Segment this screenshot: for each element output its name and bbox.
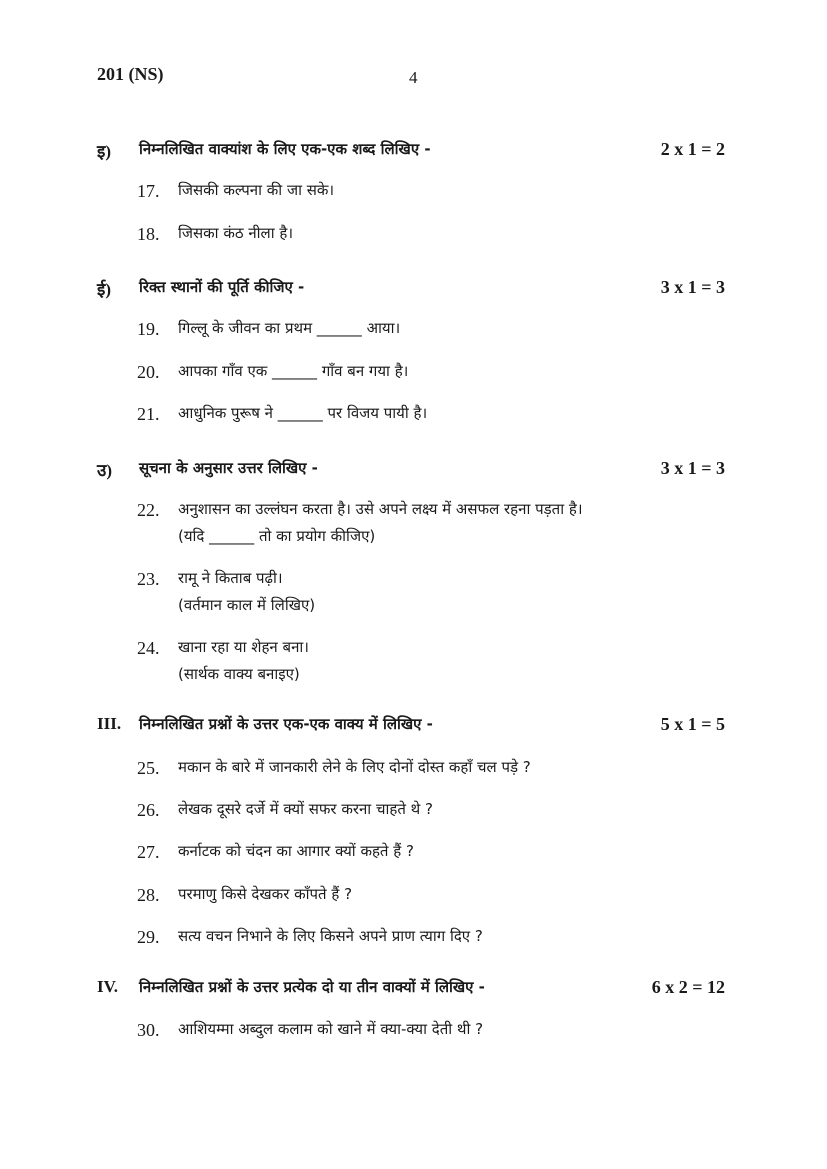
section-marks: 2 x 1 = 2 — [660, 139, 725, 159]
question-number: 17. — [137, 181, 160, 201]
question-text: गिल्लू के जीवन का प्रथम ______ आया। — [178, 319, 401, 337]
section-marks: 3 x 1 = 3 — [660, 277, 725, 297]
question-instruction: (वर्तमान काल में लिखिए) — [178, 596, 316, 614]
question-number: 19. — [137, 319, 160, 339]
section-title: निम्नलिखित प्रश्नों के उत्तर प्रत्येक दो या तीन वाक्यों में लिखिए - — [139, 978, 485, 996]
question-text: अनुशासन का उल्लंघन करता है। उसे अपने लक्ष्य में असफल रहना पड़ता है। — [178, 500, 583, 518]
section-heading — [97, 458, 725, 482]
question-number: 24. — [137, 638, 160, 658]
question-number: 25. — [137, 758, 160, 778]
question-text: लेखक दूसरे दर्जे में क्यों सफर करना चाहते थे ? — [178, 800, 433, 818]
section-label: IV. — [97, 977, 118, 996]
section-heading — [97, 714, 725, 738]
question-text: आधुनिक पुरूष ने ______ पर विजय पायी है। — [178, 404, 428, 422]
question-text: सत्य वचन निभाने के लिए किसने अपने प्राण त्याग दिए ? — [178, 927, 483, 945]
section-label: III. — [97, 714, 122, 733]
question-number: 21. — [137, 404, 160, 424]
question-number: 22. — [137, 500, 160, 520]
question-text: मकान के बारे में जानकारी लेने के लिए दोनों दोस्त कहाँ चल पड़े ? — [178, 758, 531, 776]
section-marks: 5 x 1 = 5 — [660, 714, 725, 734]
question-number: 29. — [137, 927, 160, 947]
section-label: ई) — [97, 280, 112, 299]
question-text: परमाणु किसे देखकर काँपते हैं ? — [178, 885, 353, 903]
section-title: रिक्त स्थानों की पूर्ति कीजिए - — [139, 278, 305, 296]
question-text: खाना रहा या शेहन बना। — [178, 638, 309, 656]
question-text: जिसकी कल्पना की जा सके। — [178, 181, 335, 199]
question-number: 28. — [137, 885, 160, 905]
question-number: 23. — [137, 569, 160, 589]
section-heading — [97, 139, 725, 163]
section-heading — [97, 277, 725, 301]
question-text: कर्नाटक को चंदन का आगार क्यों कहते हैं ? — [178, 842, 414, 860]
question-text: आपका गाँव एक ______ गाँव बन गया है। — [178, 362, 409, 380]
question-text: रामू ने किताब पढ़ी। — [178, 569, 283, 587]
section-marks: 6 x 2 = 12 — [651, 977, 725, 997]
question-number: 30. — [137, 1020, 160, 1040]
section-marks: 3 x 1 = 3 — [660, 458, 725, 478]
section-title: सूचना के अनुसार उत्तर लिखिए - — [139, 459, 318, 477]
question-instruction: (सार्थक वाक्य बनाइए) — [178, 665, 300, 683]
question-number: 26. — [137, 800, 160, 820]
question-text: आशियम्मा अब्दुल कलाम को खाने में क्या-क्या देती थी ? — [178, 1020, 484, 1038]
question-number: 27. — [137, 842, 160, 862]
question-text: जिसका कंठ नीला है। — [178, 224, 294, 242]
question-number: 20. — [137, 362, 160, 382]
page-number: 4 — [409, 68, 418, 87]
section-label: उ) — [97, 461, 112, 480]
section-label: इ) — [97, 142, 112, 161]
section-title: निम्नलिखित प्रश्नों के उत्तर एक-एक वाक्य में लिखिए - — [139, 715, 433, 733]
section-title: निम्नलिखित वाक्यांश के लिए एक-एक शब्द लिखिए - — [139, 140, 431, 158]
question-number: 18. — [137, 224, 160, 244]
question-instruction: (यदि ______ तो का प्रयोग कीजिए) — [178, 527, 376, 545]
paper-code: 201 (NS) — [97, 64, 164, 84]
section-heading — [97, 977, 725, 1001]
